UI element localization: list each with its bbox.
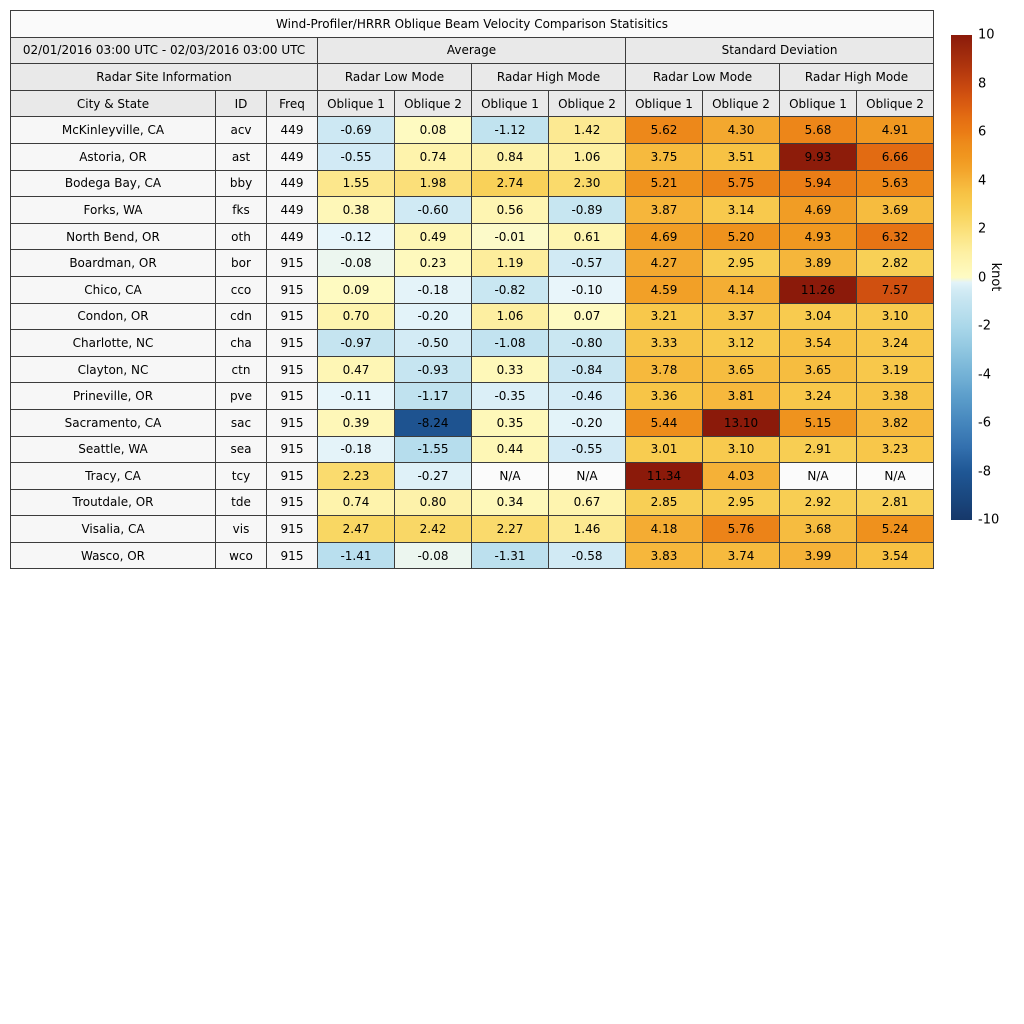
value-cell: 1.06 (472, 303, 549, 330)
freq-cell: 915 (267, 409, 318, 436)
table-row (11, 409, 934, 436)
value-cell: 0.47 (318, 356, 395, 383)
site-id-cell: pve (216, 383, 267, 410)
city-state-cell: Boardman, OR (11, 250, 216, 277)
value-cell: -0.46 (549, 383, 626, 410)
value-cell: -0.97 (318, 330, 395, 357)
value-cell: 3.68 (780, 516, 857, 543)
freq-cell: 915 (267, 436, 318, 463)
value-cell: -1.31 (472, 542, 549, 569)
value-cell: 0.09 (318, 276, 395, 303)
value-cell: 2.95 (703, 250, 780, 277)
value-cell: 2.47 (318, 516, 395, 543)
table-row (11, 436, 934, 463)
value-cell: 4.03 (703, 463, 780, 490)
value-cell: 0.38 (318, 197, 395, 224)
value-cell: 0.56 (472, 197, 549, 224)
value-cell: 4.18 (626, 516, 703, 543)
value-cell: -0.20 (549, 409, 626, 436)
oblique-column-header: Oblique 1 (780, 90, 857, 117)
value-cell: 3.23 (857, 436, 934, 463)
value-cell: 2.82 (857, 250, 934, 277)
city-state-column-header: City & State (11, 90, 216, 117)
value-cell: 4.93 (780, 223, 857, 250)
value-cell: 11.26 (780, 276, 857, 303)
table-title: Wind-Profiler/HRRR Oblique Beam Velocity Comparison Statisitics (11, 11, 934, 38)
value-cell: -0.84 (549, 356, 626, 383)
value-cell: 4.30 (703, 117, 780, 144)
value-cell: 0.70 (318, 303, 395, 330)
freq-cell: 915 (267, 303, 318, 330)
value-cell: 2.42 (395, 516, 472, 543)
value-cell: 5.62 (626, 117, 703, 144)
oblique-column-header: Oblique 2 (395, 90, 472, 117)
table-row (11, 383, 934, 410)
value-cell: 3.38 (857, 383, 934, 410)
site-id-cell: cha (216, 330, 267, 357)
value-cell: 3.89 (780, 250, 857, 277)
site-id-cell: cco (216, 276, 267, 303)
freq-cell: 915 (267, 356, 318, 383)
freq-cell: 915 (267, 276, 318, 303)
value-cell: 3.24 (780, 383, 857, 410)
site-id-cell: ast (216, 143, 267, 170)
value-cell: 1.46 (549, 516, 626, 543)
value-cell: 2.95 (703, 489, 780, 516)
colorbar-tick-label: 0 (978, 270, 987, 285)
value-cell: 3.82 (857, 409, 934, 436)
table-row (11, 276, 934, 303)
city-state-cell: Condon, OR (11, 303, 216, 330)
freq-cell: 449 (267, 117, 318, 144)
value-cell: 3.37 (703, 303, 780, 330)
value-cell: 4.59 (626, 276, 703, 303)
std-high-mode-header: Radar High Mode (780, 64, 934, 91)
colorbar-tick-label: 2 (978, 221, 987, 237)
value-cell: -0.18 (395, 276, 472, 303)
value-cell: 1.98 (395, 170, 472, 197)
site-info-header: Radar Site Information (11, 64, 318, 91)
freq-cell: 915 (267, 383, 318, 410)
value-cell: 3.10 (857, 303, 934, 330)
site-id-cell: tde (216, 489, 267, 516)
value-cell-na: N/A (472, 463, 549, 490)
value-cell: 0.33 (472, 356, 549, 383)
table-row (11, 356, 934, 383)
value-cell: -0.55 (549, 436, 626, 463)
value-cell: 5.75 (703, 170, 780, 197)
value-cell: -0.18 (318, 436, 395, 463)
value-cell: 2.74 (472, 170, 549, 197)
avg-low-mode-header: Radar Low Mode (318, 64, 472, 91)
value-cell: 3.19 (857, 356, 934, 383)
value-cell: -0.11 (318, 383, 395, 410)
value-cell: 5.20 (703, 223, 780, 250)
freq-cell: 915 (267, 542, 318, 569)
table-row (11, 463, 934, 490)
value-cell: 3.99 (780, 542, 857, 569)
table-row (11, 197, 934, 224)
value-cell: 0.34 (472, 489, 549, 516)
colorbar-tick-label: 10 (978, 27, 995, 43)
statistics-table (10, 10, 934, 569)
value-cell: 3.33 (626, 330, 703, 357)
value-cell: 0.23 (395, 250, 472, 277)
city-state-cell: Forks, WA (11, 197, 216, 224)
value-cell: 0.61 (549, 223, 626, 250)
table-row (11, 143, 934, 170)
value-cell: 11.34 (626, 463, 703, 490)
value-cell: 3.65 (703, 356, 780, 383)
site-id-cell: oth (216, 223, 267, 250)
value-cell-na: N/A (549, 463, 626, 490)
value-cell: 5.68 (780, 117, 857, 144)
freq-cell: 449 (267, 223, 318, 250)
group-header-row (11, 37, 934, 64)
value-cell: -0.08 (395, 542, 472, 569)
value-cell: 5.63 (857, 170, 934, 197)
city-state-cell: Wasco, OR (11, 542, 216, 569)
city-state-cell: Troutdale, OR (11, 489, 216, 516)
value-cell: -0.80 (549, 330, 626, 357)
site-id-cell: tcy (216, 463, 267, 490)
value-cell: -0.82 (472, 276, 549, 303)
value-cell: 3.36 (626, 383, 703, 410)
value-cell: -1.55 (395, 436, 472, 463)
value-cell: 3.83 (626, 542, 703, 569)
value-cell: 0.74 (395, 143, 472, 170)
value-cell: 3.78 (626, 356, 703, 383)
value-cell: -0.10 (549, 276, 626, 303)
std-deviation-group-header: Standard Deviation (626, 37, 934, 64)
value-cell: 5.76 (703, 516, 780, 543)
table-row (11, 489, 934, 516)
value-cell: 4.14 (703, 276, 780, 303)
oblique-column-header: Oblique 1 (318, 90, 395, 117)
value-cell: 3.14 (703, 197, 780, 224)
value-cell: 5.21 (626, 170, 703, 197)
value-cell: -0.27 (395, 463, 472, 490)
value-cell: 1.55 (318, 170, 395, 197)
value-cell: 7.57 (857, 276, 934, 303)
value-cell: 0.74 (318, 489, 395, 516)
value-cell: 4.27 (626, 250, 703, 277)
avg-high-mode-header: Radar High Mode (472, 64, 626, 91)
value-cell: 3.69 (857, 197, 934, 224)
value-cell: -0.01 (472, 223, 549, 250)
freq-cell: 915 (267, 489, 318, 516)
value-cell: 6.66 (857, 143, 934, 170)
site-id-cell: ctn (216, 356, 267, 383)
value-cell: -0.50 (395, 330, 472, 357)
value-cell: 2.81 (857, 489, 934, 516)
value-cell: -0.57 (549, 250, 626, 277)
value-cell: -1.12 (472, 117, 549, 144)
value-cell: -0.93 (395, 356, 472, 383)
table-row (11, 330, 934, 357)
value-cell: -0.69 (318, 117, 395, 144)
table-row (11, 117, 934, 144)
id-column-header: ID (216, 90, 267, 117)
colorbar-tick-label: -4 (978, 367, 991, 382)
value-cell: 3.10 (703, 436, 780, 463)
city-state-cell: Visalia, CA (11, 516, 216, 543)
value-cell: 3.87 (626, 197, 703, 224)
value-cell: 3.21 (626, 303, 703, 330)
city-state-cell: Chico, CA (11, 276, 216, 303)
freq-cell: 449 (267, 143, 318, 170)
value-cell: 3.01 (626, 436, 703, 463)
table-body (11, 117, 934, 569)
value-cell: 2.92 (780, 489, 857, 516)
value-cell: 5.24 (857, 516, 934, 543)
title-row (11, 11, 934, 38)
value-cell: 3.04 (780, 303, 857, 330)
value-cell: -0.58 (549, 542, 626, 569)
freq-column-header: Freq (267, 90, 318, 117)
freq-cell: 915 (267, 330, 318, 357)
table-row (11, 170, 934, 197)
colorbar-tick-label: -2 (978, 318, 991, 334)
value-cell: 2.91 (780, 436, 857, 463)
value-cell: 0.44 (472, 436, 549, 463)
city-state-cell: Prineville, OR (11, 383, 216, 410)
site-id-cell: acv (216, 117, 267, 144)
city-state-cell: Charlotte, NC (11, 330, 216, 357)
colorbar-axis-label: knot (988, 262, 1003, 292)
value-cell-na: N/A (780, 463, 857, 490)
value-cell: 5.44 (626, 409, 703, 436)
table-row (11, 303, 934, 330)
value-cell: -8.24 (395, 409, 472, 436)
city-state-cell: Clayton, NC (11, 356, 216, 383)
value-cell: -0.20 (395, 303, 472, 330)
freq-cell: 915 (267, 463, 318, 490)
average-group-header: Average (318, 37, 626, 64)
colorbar (951, 27, 1003, 528)
table-row (11, 542, 934, 569)
value-cell: 3.75 (626, 143, 703, 170)
city-state-cell: Tracy, CA (11, 463, 216, 490)
site-id-cell: wco (216, 542, 267, 569)
value-cell: 1.06 (549, 143, 626, 170)
colorbar-tick-label: 8 (978, 76, 987, 91)
site-id-cell: cdn (216, 303, 267, 330)
colorbar-tick-label: 4 (978, 173, 987, 188)
value-cell: -0.08 (318, 250, 395, 277)
value-cell: 1.42 (549, 117, 626, 144)
value-cell: 3.74 (703, 542, 780, 569)
value-cell: 3.24 (857, 330, 934, 357)
value-cell: 4.69 (780, 197, 857, 224)
value-cell: 5.15 (780, 409, 857, 436)
mode-header-row (11, 64, 934, 91)
colorbar-tick-label: 6 (978, 124, 987, 140)
date-range-label: 02/01/2016 03:00 UTC - 02/03/2016 03:00 UTC (11, 37, 318, 64)
value-cell: 3.81 (703, 383, 780, 410)
city-state-cell: McKinleyville, CA (11, 117, 216, 144)
freq-cell: 449 (267, 197, 318, 224)
value-cell: 3.65 (780, 356, 857, 383)
colorbar-tick-label: -10 (978, 512, 1000, 528)
value-cell-na: N/A (857, 463, 934, 490)
site-id-cell: sac (216, 409, 267, 436)
value-cell: -1.41 (318, 542, 395, 569)
site-id-cell: vis (216, 516, 267, 543)
value-cell: 4.69 (626, 223, 703, 250)
value-cell: 0.49 (395, 223, 472, 250)
oblique-column-header: Oblique 1 (472, 90, 549, 117)
oblique-column-header: Oblique 2 (857, 90, 934, 117)
oblique-column-header: Oblique 2 (549, 90, 626, 117)
value-cell: 9.93 (780, 143, 857, 170)
city-state-cell: Bodega Bay, CA (11, 170, 216, 197)
value-cell: 0.35 (472, 409, 549, 436)
oblique-column-header: Oblique 1 (626, 90, 703, 117)
value-cell: -0.35 (472, 383, 549, 410)
value-cell: 0.80 (395, 489, 472, 516)
value-cell: -0.55 (318, 143, 395, 170)
value-cell: 2.85 (626, 489, 703, 516)
value-cell: -0.89 (549, 197, 626, 224)
value-cell: 4.91 (857, 117, 934, 144)
value-cell: 3.51 (703, 143, 780, 170)
colorbar-gradient (951, 35, 972, 520)
value-cell: 3.12 (703, 330, 780, 357)
value-cell: -0.60 (395, 197, 472, 224)
table-row (11, 223, 934, 250)
freq-cell: 915 (267, 250, 318, 277)
value-cell: -1.08 (472, 330, 549, 357)
value-cell: -1.17 (395, 383, 472, 410)
value-cell: 0.07 (549, 303, 626, 330)
city-state-cell: Sacramento, CA (11, 409, 216, 436)
column-header-row (11, 90, 934, 117)
value-cell: 13.10 (703, 409, 780, 436)
value-cell: 2.23 (318, 463, 395, 490)
value-cell: 0.67 (549, 489, 626, 516)
value-cell: 2.30 (549, 170, 626, 197)
value-cell: 0.08 (395, 117, 472, 144)
oblique-column-header: Oblique 2 (703, 90, 780, 117)
site-id-cell: fks (216, 197, 267, 224)
value-cell: 5.94 (780, 170, 857, 197)
city-state-cell: North Bend, OR (11, 223, 216, 250)
std-low-mode-header: Radar Low Mode (626, 64, 780, 91)
city-state-cell: Astoria, OR (11, 143, 216, 170)
freq-cell: 915 (267, 516, 318, 543)
colorbar-tick-label: -8 (978, 464, 991, 479)
value-cell: 1.19 (472, 250, 549, 277)
value-cell: 0.39 (318, 409, 395, 436)
site-id-cell: bor (216, 250, 267, 277)
value-cell: 6.32 (857, 223, 934, 250)
city-state-cell: Seattle, WA (11, 436, 216, 463)
table-row (11, 250, 934, 277)
colorbar-tick-label: -6 (978, 415, 991, 431)
site-id-cell: bby (216, 170, 267, 197)
value-cell: -0.12 (318, 223, 395, 250)
value-cell: 0.84 (472, 143, 549, 170)
site-id-cell: sea (216, 436, 267, 463)
value-cell: 2.27 (472, 516, 549, 543)
freq-cell: 449 (267, 170, 318, 197)
table-row (11, 516, 934, 543)
value-cell: 3.54 (780, 330, 857, 357)
value-cell: 3.54 (857, 542, 934, 569)
